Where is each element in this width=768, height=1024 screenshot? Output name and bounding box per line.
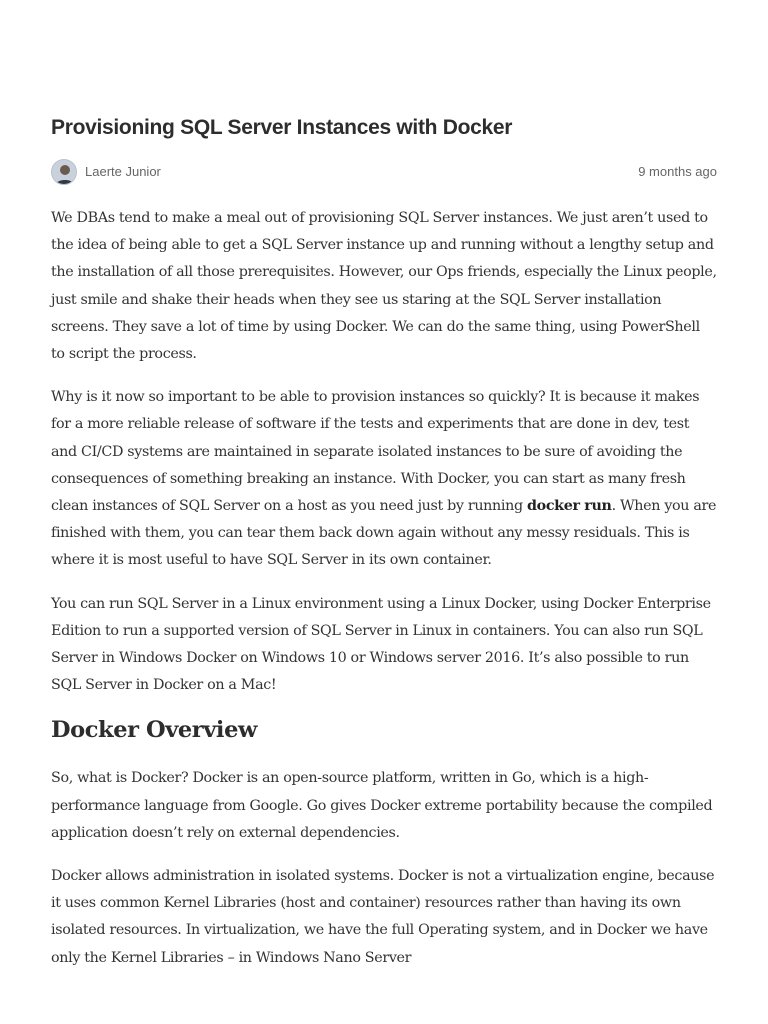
author-avatar[interactable] bbox=[51, 159, 77, 185]
avatar-person-icon bbox=[52, 160, 77, 185]
paragraph: You can run SQL Server in a Linux environment using a Linux Docker, using Docker Enterprise Edition to run a supported version of SQL Server in Linux in containers. You can also run SQL Server in Windows Docker on Windows 10 or Windows server 2016. It’s also possible to run SQL Server in Docker on a Mac! bbox=[51, 595, 711, 694]
paragraph-text: Why is it now so important to be able to provision instances so quickly? It is because it makes for a more reliable release of software if the tests and experiments that are done in dev, test and CI/CD systems are maintained in separate isolated instances to be sure of avoiding the consequences of something breaking an instance. With Docker, you can start as many fresh clean instances of SQL Server on a host as you need just by running bbox=[51, 389, 700, 515]
inline-code-command: docker run bbox=[526, 498, 612, 515]
paragraph-text: . When you are finished with them, you can tear them back down again without any messy residuals. This is where it is most useful to have SQL Server in its own container. bbox=[51, 498, 717, 569]
article-body bbox=[51, 205, 717, 988]
article-meta bbox=[51, 159, 717, 187]
section-heading: Docker Overview bbox=[51, 717, 257, 744]
paragraph: We DBAs tend to make a meal out of provisioning SQL Server instances. We just aren’t used to the idea of being able to get a SQL Server instance up and running without a lengthy setup and the installation of all those prerequisites. However, our Ops friends, especially the Linux people, just smile and shake their heads when they see us staring at the SQL Server installation screens. They save a lot of time by using Docker. We can do the same thing, using PowerShell to script the process. bbox=[51, 210, 717, 363]
paragraph: Docker allows administration in isolated systems. Docker is not a virtualization engine, because it uses common Kernel Libraries (host and container) resources rather than having its own isolated resources. In virtualization, we have the full Operating system, and in Docker we have only the Kernel Libraries – in Windows Nano Server bbox=[51, 868, 715, 966]
author-name[interactable]: Laerte Junior bbox=[85, 164, 161, 179]
paragraph bbox=[51, 384, 717, 574]
paragraph: So, what is Docker? Docker is an open-source platform, written in Go, which is a high-performance language from Google. Go gives Docker extreme portability because the compiled application doesn’t rely on external dependencies. bbox=[51, 770, 713, 841]
article-title: Provisioning SQL Server Instances with Docker bbox=[51, 116, 513, 139]
publish-date: 9 months ago bbox=[638, 164, 717, 179]
